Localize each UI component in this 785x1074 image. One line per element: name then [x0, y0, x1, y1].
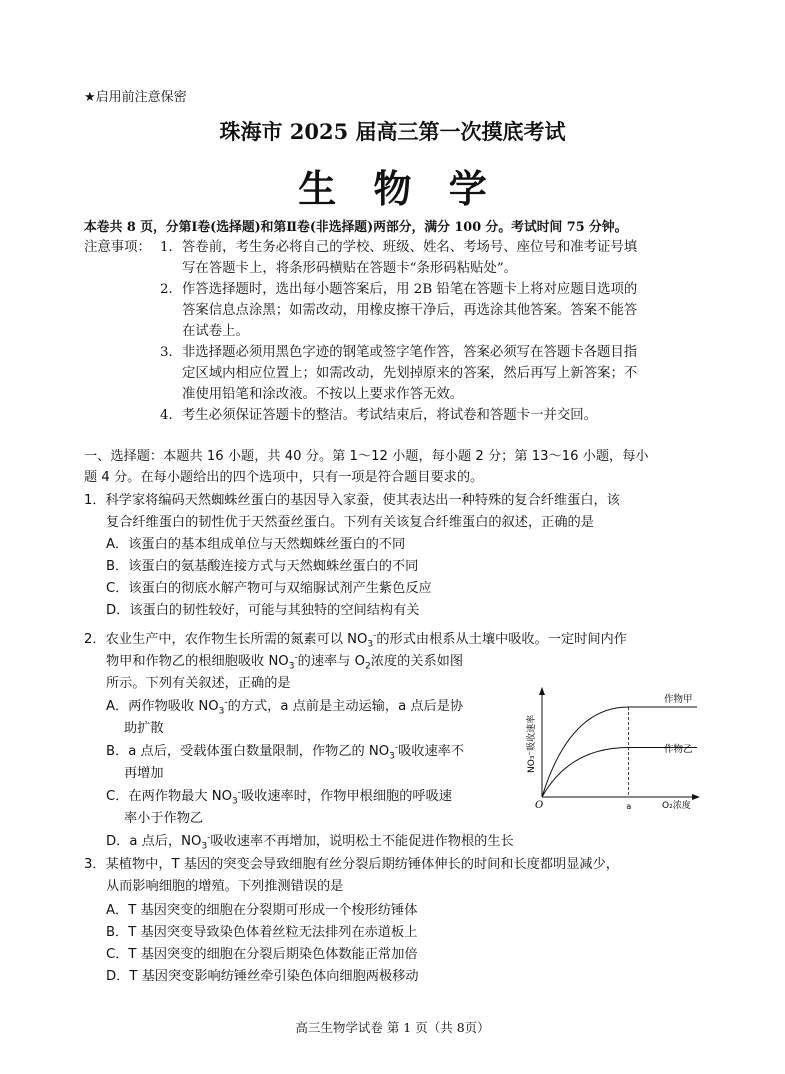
q2-stem-line-2: 物甲和作物乙的根细胞吸收 $NO_3^-$的速率与 $O_2$浓度的关系如图 — [106, 652, 464, 672]
q3-option-b: B．T 基因突变导致染色体着丝粒无法排列在赤道板上 — [106, 925, 418, 940]
q1-stem-line-1: 1．科学家将编码天然蜘蛛丝蛋白的基因导入家蚕，使其表达出一种特殊的复合纤维蛋白，该 — [84, 493, 620, 508]
x-axis-label: O₂浓度 — [662, 801, 691, 811]
notice-label: 注意事项： — [84, 240, 151, 255]
q3-option-d: D．T 基因突变影响纺锤丝牵引染色体向细胞两极移动 — [106, 969, 419, 984]
series-label-crop-b: 作物乙 — [664, 744, 693, 755]
origin-label: O — [535, 800, 544, 811]
q2-option-b-line-2: 再增加 — [124, 766, 164, 781]
series-label-crop-a: 作物甲 — [664, 694, 693, 705]
q2-option-d: D．a 点后，$NO_3^-$吸收速率不再增加，说明松土不能促进作物根的生长 — [106, 832, 514, 852]
q2-option-c-line-1: C．在两作物最大 $NO_3^-$吸收速率时，作物甲根细胞的呼吸速 — [106, 787, 452, 807]
x-axis-arrow — [692, 794, 700, 800]
q1-option-a: A．该蛋白的基本组成单位与天然蜘蛛丝蛋白的不同 — [106, 537, 406, 552]
absorption-rate-chart — [522, 685, 722, 815]
note-2-line-2: 答案信息点涂黑；如需改动，用橡皮擦干净后，再选涂其他答案。答案不能答 — [182, 303, 638, 318]
q2-option-c-line-2: 率小于作物乙 — [124, 811, 204, 826]
note-1-line-1: 1．答卷前，考生务必将自己的学校、班级、姓名、考场号、座位号和准考证号填 — [160, 240, 638, 255]
q1-stem-line-2: 复合纤维蛋白的韧性优于天然蚕丝蛋白。下列有关该复合纤维蛋白的叙述，正确的是 — [106, 515, 594, 530]
exam-summary: 本卷共 8 页，分第Ⅰ卷(选择题)和第Ⅱ卷(非选择题)两部分，满分 100 分。考试时间 75 分钟。 — [84, 220, 628, 235]
q1-option-c: C．该蛋白的彻底水解产物可与双缩脲试剂产生紫色反应 — [106, 581, 432, 596]
note-1-line-2: 写在答题卡上，将条形码横贴在答题卡“条形码粘贴处”。 — [182, 261, 518, 276]
q2-stem-line-3: 所示。下列有关叙述，正确的是 — [106, 676, 291, 691]
page-footer: 高三生物学试卷 第 1 页（共 8页） — [295, 1020, 490, 1035]
q2-option-b-line-1: B．a 点后，受载体蛋白数量限制，作物乙的 $NO_3^-$吸收速率不 — [106, 742, 465, 762]
x-marker-label: a — [626, 802, 632, 811]
note-3-line-1: 3．非选择题必须用黑色字迹的钢笔或签字笔作答，答案必须写在答题卡各题目指 — [160, 345, 638, 360]
q2-stem-line-1: 2．农业生产中，农作物生长所需的氮素可以 $NO_3^-$的形式由根系从土壤中吸收。一定时间内作 — [84, 630, 627, 650]
note-3-line-3: 准使用铅笔和涂改液。不按以上要求作答无效。 — [182, 387, 464, 402]
note-2-line-1: 2．作答选择题时，选出每小题答案后，用 2B 铅笔在答题卡上将对应题目选项的 — [160, 282, 638, 297]
note-3-line-2: 定区域内相应位置上；如需改动，先划掉原来的答案，然后再写上新答案；不 — [182, 366, 638, 381]
q1-option-d: D．该蛋白的韧性较好，可能与其独特的空间结构有关 — [106, 603, 420, 618]
q2-option-a-line-2: 助扩散 — [124, 721, 164, 736]
q3-option-c: C．T 基因突变的细胞在分裂后期染色体数能正常加倍 — [106, 947, 418, 962]
subject-title: 生 物 学 — [298, 166, 499, 211]
q3-stem-line-2: 从而影响细胞的增殖。下列推测错误的是 — [106, 879, 344, 894]
y-axis-label: NO₃⁻吸收速率 — [527, 714, 537, 773]
q3-stem-line-1: 3．某植物中，T 基因的突变会导致细胞有丝分裂后期纺锤体伸长的时间和长度都明显减少， — [84, 857, 619, 872]
confidential-notice: ★启用前注意保密 — [84, 90, 187, 105]
section-heading-line-2: 题 4 分。在每小题给出的四个选项中，只有一项是符合题目要求的。 — [84, 470, 484, 485]
y-axis-arrow — [539, 687, 545, 695]
section-heading-line-1: 一、选择题：本题共 16 小题，共 40 分。第 1～12 小题，每小题 2 分；第 13～16 小题，每小 — [84, 449, 649, 464]
q3-option-a: A．T 基因突变的细胞在分裂期可形成一个梭形纺锤体 — [106, 903, 418, 918]
exam-title: 珠海市 2025 届高三第一次摸底考试 — [219, 119, 566, 144]
note-2-line-3: 在试卷上。 — [182, 324, 249, 339]
note-4-line-1: 4．考生必须保证答题卡的整洁。考试结束后，将试卷和答题卡一并交回。 — [160, 408, 598, 423]
q2-option-a-line-1: A．两作物吸收 $NO_3^-$的方式，a 点前是主动运输，a 点后是协 — [106, 697, 464, 717]
q1-option-b: B．该蛋白的氨基酸连接方式与天然蜘蛛丝蛋白的不同 — [106, 559, 419, 574]
